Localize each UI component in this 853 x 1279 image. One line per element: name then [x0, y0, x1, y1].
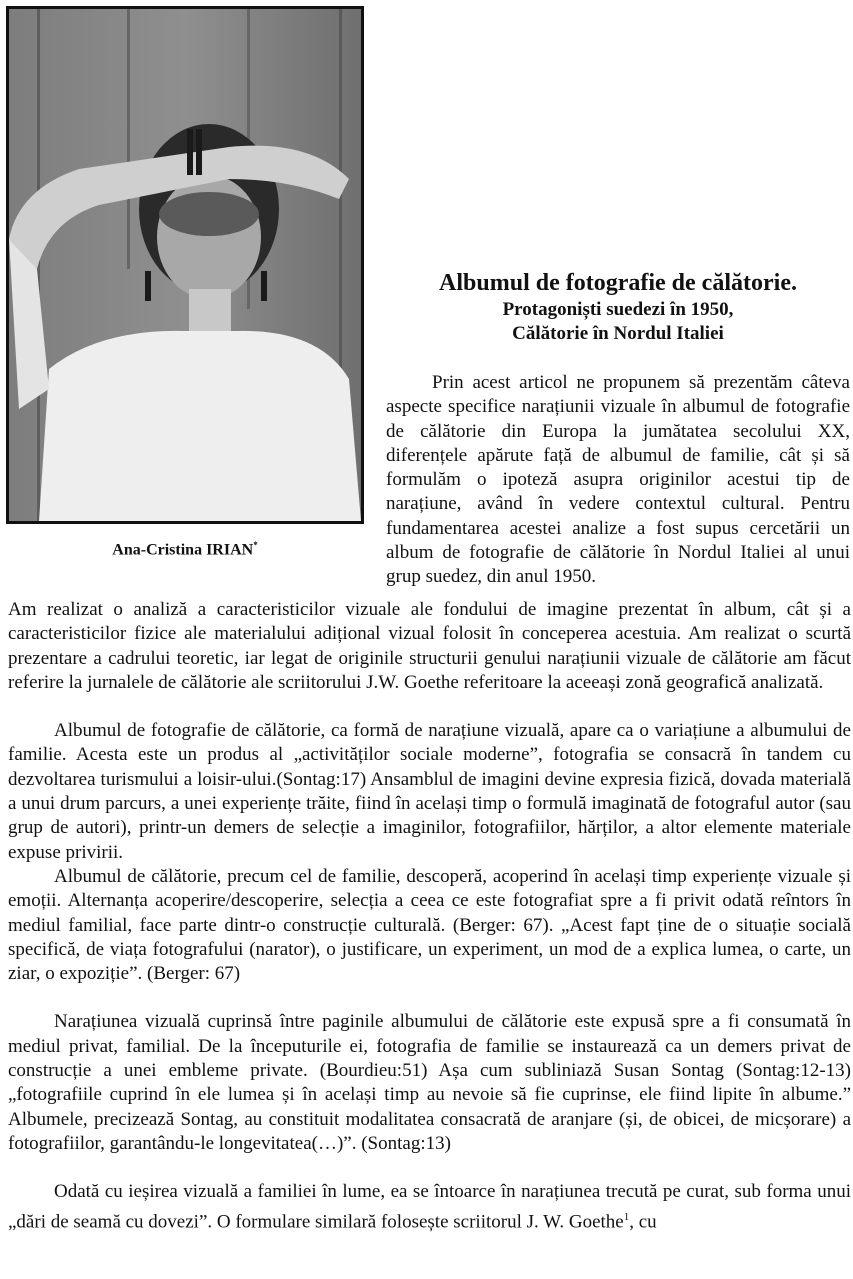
title-sub-2: Călătorie în Nordul Italiei — [512, 323, 724, 344]
body-paragraph-2: Albumul de călătorie, precum cel de familie, descoperă, acoperind în același timp experiențe vizuale și emoții. Alternanța acoperire/descoperire, selecția a ceea ce este fotografiat spre a fi privit odată reîntors în mediul familial, face parte dintr-o construcție culturală. (Berger: 67). „Acest fapt ține de o situație socială specifică, de viața fotografului (narator), o justificare, un experiment, un mod de a explica lumea, o carte, un ziar, o expoziție”. (Berger: 67) — [8, 865, 851, 985]
portrait-photo — [6, 6, 364, 524]
author-name-text: Ana-Cristina IRIAN — [112, 541, 254, 559]
abstract-continuation: Am realizat o analiză a caracteristicilor vizuale ale fondului de imagine prezentat în album, cât și a caracteristicilor fizice ale materialului adițional vizual folosit în conceperea acestuia. Am realizat o scurtă prezentare a cadrului teoretic, iar legat de originile structurii genului narațiunii vizuale de călătorie am făcut referire la jurnalele de călătorie ale scriitorului J.W. Goethe referitoare la aceeași zonă geografică analizată. — [8, 599, 851, 693]
abstract-paragraph: Prin acest articol ne propunem să prezentăm câteva aspecte specifice narațiunii vizuale în albumul de fotografie de călătorie din Europa la jumătatea secolului XX, diferențele apărute față de albumul de familie, cât și să formulăm o ipoteză asupra originilor acestui tip de narațiune, având în vedere contextul cultural. Pentru fundamentarea acestei analize a fost supus cercetării un album de fotografie de călătorie în Nordul Italiei al unui grup suedez, din anul 1950. — [386, 372, 850, 588]
footnote-ref-1[interactable]: 1 — [623, 1210, 630, 1223]
body-paragraph-4 — [8, 1180, 851, 1234]
author-name — [6, 540, 364, 559]
portrait-photo-icon — [9, 9, 361, 521]
body-paragraph-4-text: Odată cu ieșirea vizuală a familiei în lume, ea se întoarce în narațiunea trecută pe curat, sub forma unui „dări de seamă cu dovezi”. O formulare similară folosește scriitorul J. W. Goethe — [8, 1181, 851, 1232]
body-paragraph-4-end: , cu — [629, 1210, 657, 1232]
body-paragraph-1: Albumul de fotografie de călătorie, ca formă de narațiune vizuală, apare ca o variațiune a albumului de familie. Acesta este un produs al „activităților sociale moderne”, fotografia se consacră în tandem cu dezvoltarea turismului a loisir-ului.(Sontag:17) Ansamblul de imagini devine expresia fizică, dovada materială a unui drum parcurs, a unei experiențe trăite, fiind în același timp o formulă imaginată de fotograful autor (sau grup de autori), printr-un demers de selecție a imaginilor, fotografiilor, hărților, a altor elemente materiale expuse privirii. — [8, 720, 851, 863]
article-title — [386, 268, 850, 346]
title-main: Albumul de fotografie de călătorie. — [439, 270, 797, 296]
title-sub-1: Protagoniști suedezi în 1950, — [502, 299, 734, 320]
article-body — [8, 598, 851, 1234]
author-footnote-mark: * — [253, 540, 258, 550]
body-paragraph-3: Narațiunea vizuală cuprinsă între paginile albumului de călătorie este expusă spre a fi consumată în mediul privat, familial. De la începuturile ei, fotografia de familie se instaurează ca un demers privat de construcție a unei embleme private. (Bourdieu:51) Așa cum subliniază Susan Sontag (Sontag:12-13) „fotografiile cuprind în ele lumea și în același timp au nevoie să fie cuprinse, ele fiind lipite în albume.” Albumele, precizează Sontag, au constituit modalitatea consacrată de aranjare (și, de obicei, de micșorare) a fotografiilor, garantându-le longevitatea(…)”. (Sontag:13) — [8, 1011, 851, 1154]
